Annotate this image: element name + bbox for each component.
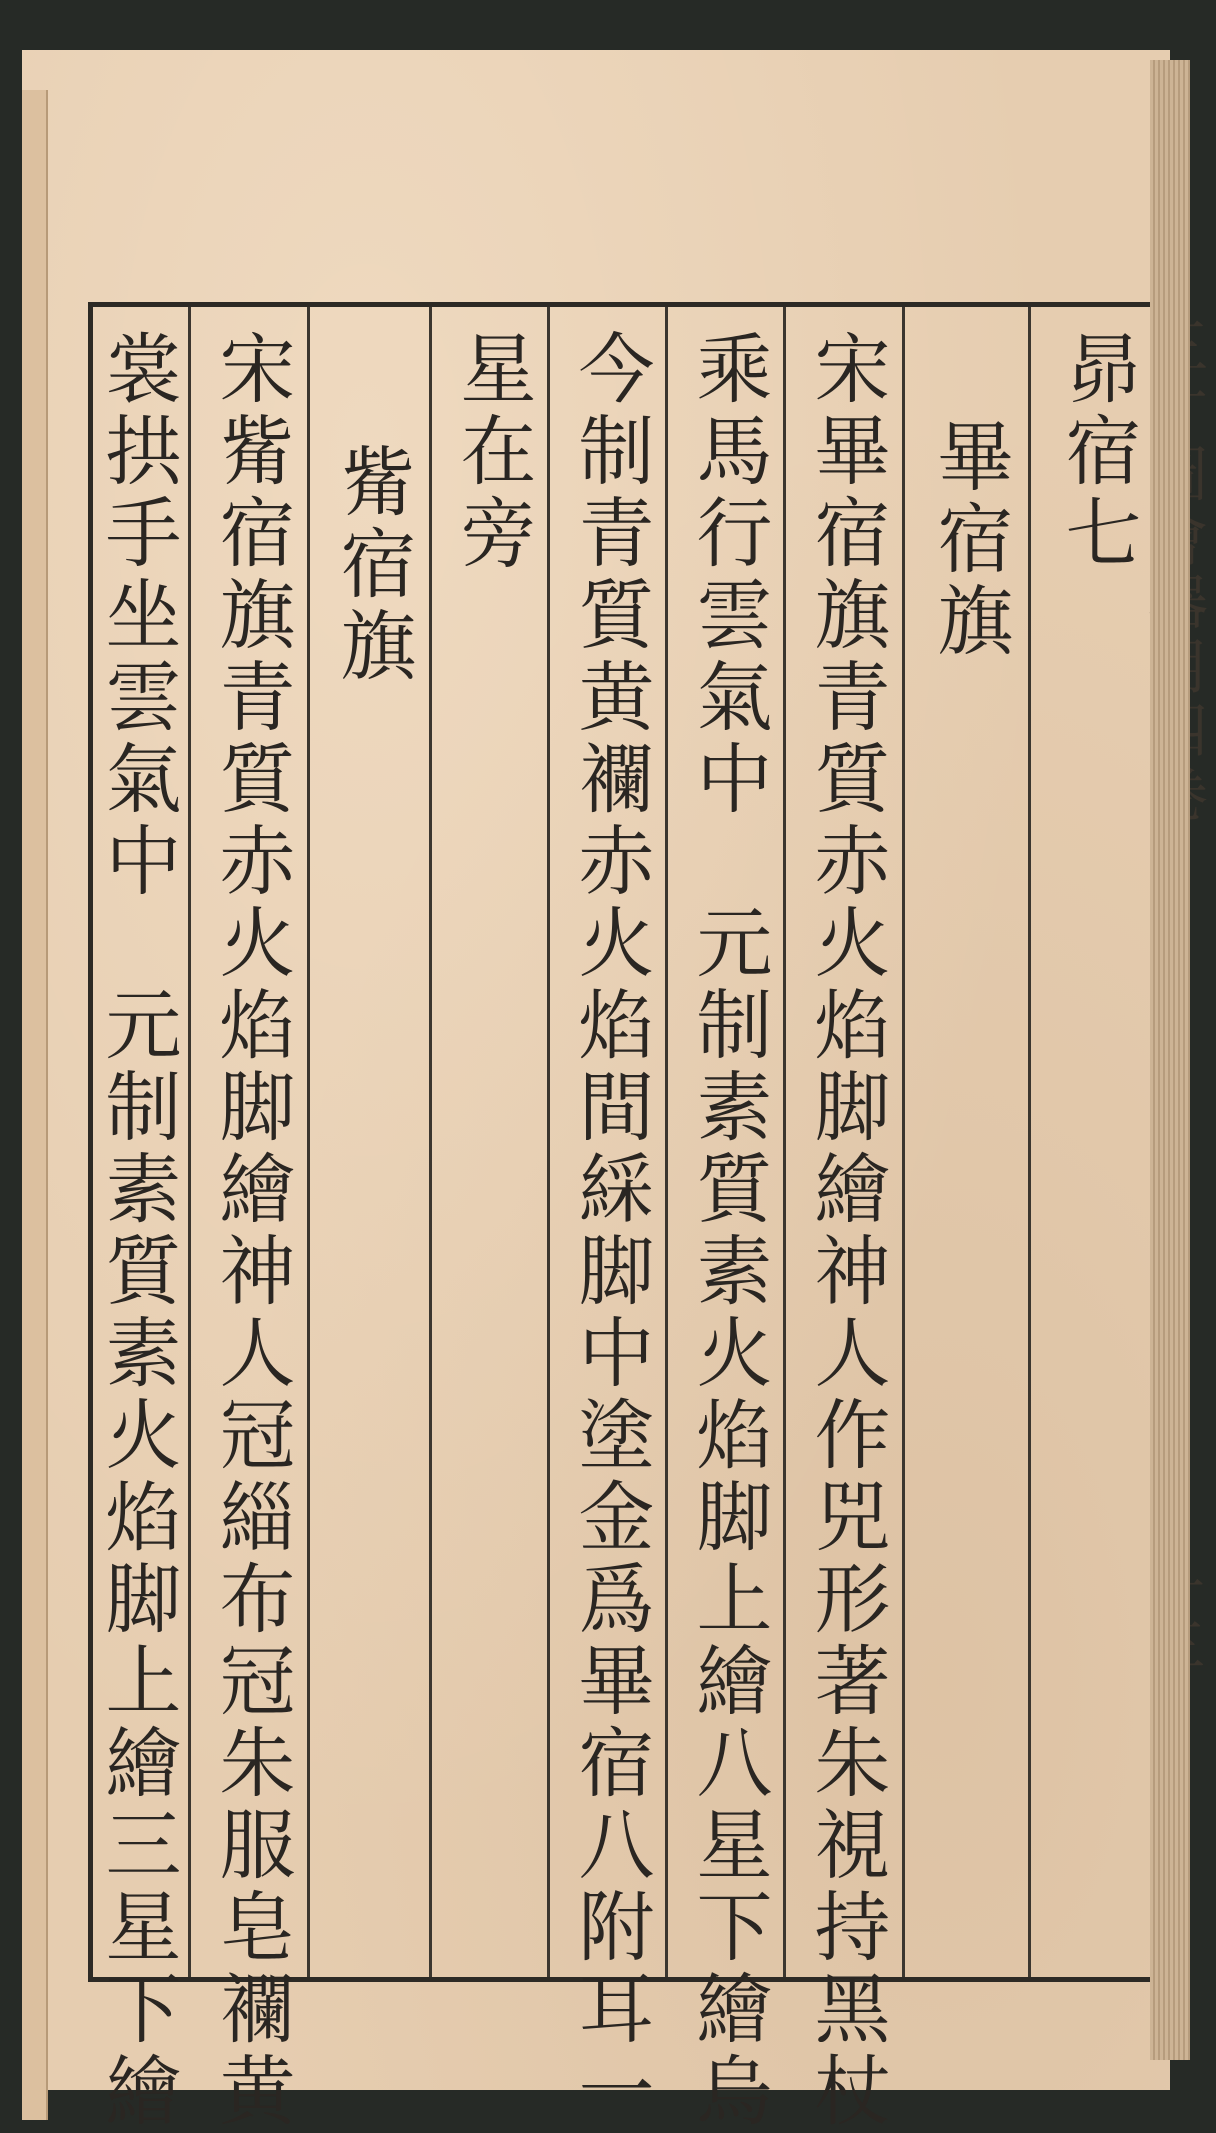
book-page	[22, 50, 1170, 2133]
text-column-3	[786, 307, 905, 2133]
body-text-line: 星在旁	[448, 329, 537, 575]
text-column-4	[668, 307, 786, 2133]
section-heading: 畢宿旗	[925, 417, 1014, 663]
body-text-line: 宋畢宿旗青質赤火焰脚繪神人作兕形著朱視持黑杖	[802, 329, 891, 2133]
text-column-5	[550, 307, 668, 2133]
text-column-6	[432, 307, 550, 1977]
previous-page-edge	[22, 90, 48, 2120]
text-column-9	[93, 307, 191, 2133]
text-column-8	[191, 307, 310, 2133]
body-text-line: 乘馬行雲氣中 元制素質素火焰脚上繪八星下繪烏	[684, 329, 773, 2133]
text-column-7	[310, 307, 432, 1977]
text-column-2	[905, 307, 1031, 1977]
body-text-line: 今制青質黄襴赤火焰間綵脚中塗金爲畢宿八附耳一	[566, 329, 655, 2133]
section-heading: 觜宿旗	[328, 442, 417, 688]
page-stack-edge	[1150, 60, 1190, 2060]
chapter-heading: 昴宿七	[1053, 329, 1142, 575]
body-text-line: 宋觜宿旗青質赤火焰脚繪神人冠緇布冠朱服皂襴黄	[207, 329, 296, 2133]
text-frame	[88, 302, 1170, 2133]
body-text-line: 裳拱手坐雲氣中 元制素質素火焰脚上繪三星下繪	[93, 329, 182, 2133]
